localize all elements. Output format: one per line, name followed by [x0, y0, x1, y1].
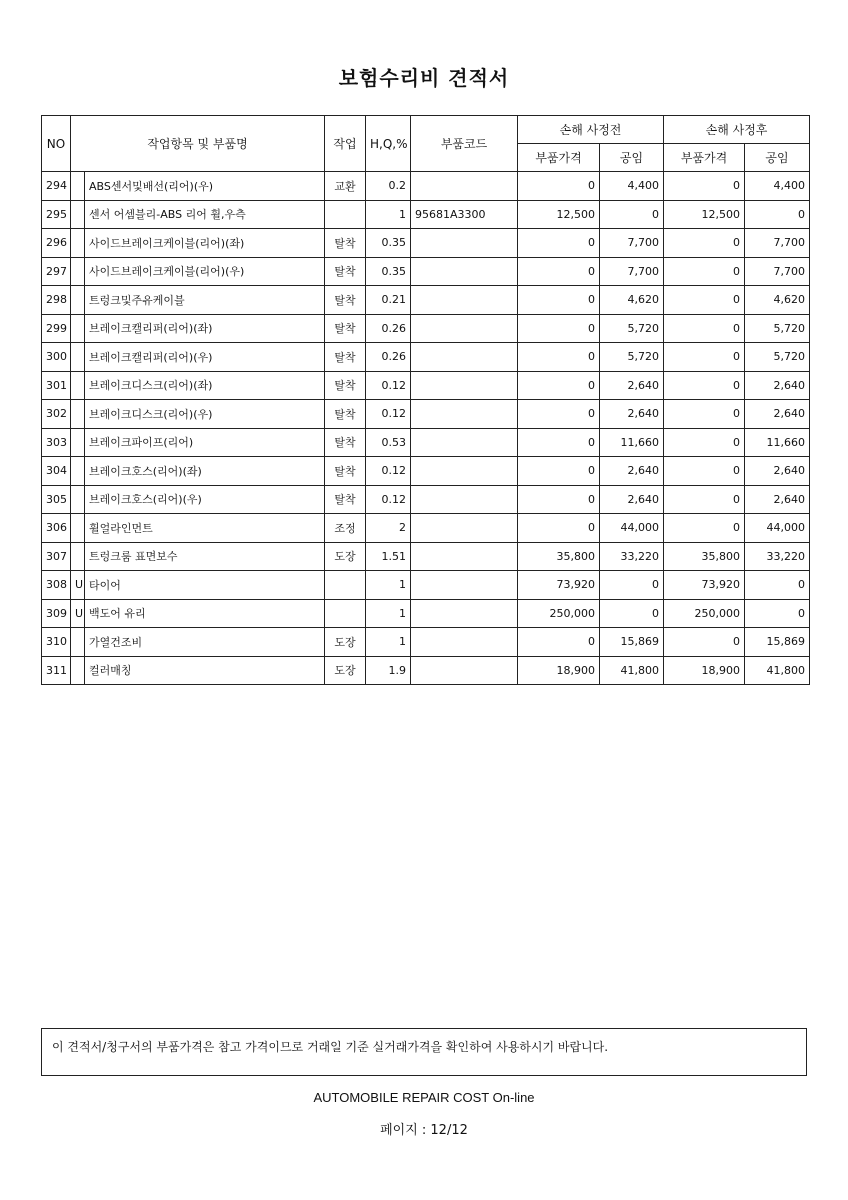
- table-row: [42, 371, 810, 400]
- row-labor-after: 2,640: [745, 400, 810, 429]
- row-item-name: 센서 어셈블리-ABS 리어 휠,우측: [85, 200, 325, 229]
- row-labor-before: 0: [600, 200, 664, 229]
- row-labor-after: 4,620: [745, 286, 810, 315]
- table-row: [42, 485, 810, 514]
- row-no: 310: [42, 628, 71, 657]
- row-work-type: 도장: [325, 628, 366, 657]
- row-labor-after: 7,700: [745, 257, 810, 286]
- row-flag: [71, 200, 85, 229]
- row-labor-after: 7,700: [745, 229, 810, 258]
- table-row: [42, 571, 810, 600]
- row-part-price-before: 250,000: [518, 599, 600, 628]
- row-labor-before: 2,640: [600, 371, 664, 400]
- row-flag: U: [71, 571, 85, 600]
- row-part-price-after: 0: [664, 514, 745, 543]
- row-part-price-before: 73,920: [518, 571, 600, 600]
- row-no: 298: [42, 286, 71, 315]
- table-row: [42, 343, 810, 372]
- row-part-price-after: 0: [664, 257, 745, 286]
- row-hq: 0.12: [366, 400, 411, 429]
- row-no: 302: [42, 400, 71, 429]
- row-no: 306: [42, 514, 71, 543]
- row-part-code: 95681A3300: [411, 200, 518, 229]
- row-part-code: [411, 229, 518, 258]
- row-part-price-after: 0: [664, 371, 745, 400]
- row-part-code: [411, 656, 518, 685]
- row-flag: [71, 542, 85, 571]
- row-part-price-before: 0: [518, 428, 600, 457]
- header-after-assessment: 손해 사정후: [664, 116, 810, 144]
- row-part-price-before: 0: [518, 400, 600, 429]
- row-no: 308: [42, 571, 71, 600]
- row-labor-before: 4,400: [600, 172, 664, 201]
- row-item-name: 컬러매칭: [85, 656, 325, 685]
- row-part-code: [411, 371, 518, 400]
- header-part-price-after: 부품가격: [664, 144, 745, 172]
- row-item-name: 휠얼라인먼트: [85, 514, 325, 543]
- row-work-type: 도장: [325, 656, 366, 685]
- row-work-type: [325, 200, 366, 229]
- row-part-code: [411, 343, 518, 372]
- table-row: [42, 257, 810, 286]
- row-part-price-before: 18,900: [518, 656, 600, 685]
- row-hq: 0.26: [366, 314, 411, 343]
- row-hq: 1: [366, 628, 411, 657]
- row-part-price-after: 250,000: [664, 599, 745, 628]
- row-part-code: [411, 457, 518, 486]
- row-part-price-before: 0: [518, 229, 600, 258]
- row-hq: 0.12: [366, 457, 411, 486]
- table-row: [42, 400, 810, 429]
- row-part-price-before: 35,800: [518, 542, 600, 571]
- table-row: [42, 599, 810, 628]
- row-no: 304: [42, 457, 71, 486]
- row-part-price-before: 0: [518, 485, 600, 514]
- row-work-type: 조정: [325, 514, 366, 543]
- row-work-type: 탈착: [325, 343, 366, 372]
- row-labor-after: 5,720: [745, 314, 810, 343]
- row-flag: [71, 457, 85, 486]
- notice-text: 이 견적서/청구서의 부품가격은 참고 가격이므로 거래일 기준 실거래가격을 확인하여 사용하시기 바랍니다.: [52, 1040, 609, 1054]
- row-no: 294: [42, 172, 71, 201]
- row-work-type: 탈착: [325, 286, 366, 315]
- header-item: 작업항목 및 부품명: [71, 116, 325, 172]
- row-labor-before: 0: [600, 571, 664, 600]
- row-flag: [71, 428, 85, 457]
- row-part-price-after: 0: [664, 457, 745, 486]
- row-work-type: 탈착: [325, 314, 366, 343]
- table-row: [42, 428, 810, 457]
- row-work-type: 탈착: [325, 485, 366, 514]
- row-item-name: 사이드브레이크케이블(리어)(좌): [85, 229, 325, 258]
- header-no: NO: [42, 116, 71, 172]
- row-labor-after: 2,640: [745, 457, 810, 486]
- row-labor-after: 41,800: [745, 656, 810, 685]
- table-row: [42, 457, 810, 486]
- header-labor-after: 공임: [745, 144, 810, 172]
- row-flag: [71, 229, 85, 258]
- row-part-price-before: 0: [518, 371, 600, 400]
- row-part-price-after: 0: [664, 172, 745, 201]
- row-part-price-before: 0: [518, 457, 600, 486]
- header-hq: H,Q,%: [366, 116, 411, 172]
- header-part-price-before: 부품가격: [518, 144, 600, 172]
- footer-page-number: 페이지 : 12/12: [380, 1123, 468, 1138]
- row-part-price-after: 73,920: [664, 571, 745, 600]
- row-item-name: 브레이크파이프(리어): [85, 428, 325, 457]
- row-part-code: [411, 628, 518, 657]
- row-flag: [71, 172, 85, 201]
- row-hq: 2: [366, 514, 411, 543]
- estimate-table: [41, 115, 810, 685]
- row-part-price-after: 0: [664, 400, 745, 429]
- table-row: [42, 286, 810, 315]
- row-hq: 1.51: [366, 542, 411, 571]
- row-labor-before: 7,700: [600, 229, 664, 258]
- row-item-name: 브레이크캘리퍼(리어)(우): [85, 343, 325, 372]
- row-labor-before: 7,700: [600, 257, 664, 286]
- row-flag: U: [71, 599, 85, 628]
- row-hq: 1: [366, 200, 411, 229]
- row-part-price-after: 12,500: [664, 200, 745, 229]
- row-work-type: 탈착: [325, 428, 366, 457]
- row-labor-before: 5,720: [600, 343, 664, 372]
- table-row: [42, 514, 810, 543]
- table-row: [42, 314, 810, 343]
- row-labor-after: 33,220: [745, 542, 810, 571]
- row-work-type: 탈착: [325, 371, 366, 400]
- row-flag: [71, 286, 85, 315]
- row-part-price-after: 18,900: [664, 656, 745, 685]
- row-work-type: 도장: [325, 542, 366, 571]
- table-row: [42, 656, 810, 685]
- row-no: 300: [42, 343, 71, 372]
- row-no: 297: [42, 257, 71, 286]
- row-part-code: [411, 400, 518, 429]
- row-item-name: 백도어 유리: [85, 599, 325, 628]
- row-part-price-before: 0: [518, 172, 600, 201]
- row-item-name: 브레이크호스(리어)(좌): [85, 457, 325, 486]
- row-hq: 0.53: [366, 428, 411, 457]
- row-labor-before: 4,620: [600, 286, 664, 315]
- row-flag: [71, 371, 85, 400]
- row-item-name: 트렁크룸 표면보수: [85, 542, 325, 571]
- row-labor-before: 2,640: [600, 457, 664, 486]
- row-no: 311: [42, 656, 71, 685]
- row-labor-after: 2,640: [745, 371, 810, 400]
- row-item-name: ABS센서및배선(리어)(우): [85, 172, 325, 201]
- row-flag: [71, 400, 85, 429]
- row-labor-before: 41,800: [600, 656, 664, 685]
- row-part-price-before: 0: [518, 514, 600, 543]
- page-title: 보험수리비 견적서: [338, 66, 510, 90]
- row-labor-before: 33,220: [600, 542, 664, 571]
- row-hq: 0.21: [366, 286, 411, 315]
- row-labor-after: 2,640: [745, 485, 810, 514]
- row-flag: [71, 514, 85, 543]
- row-part-code: [411, 257, 518, 286]
- row-labor-before: 2,640: [600, 485, 664, 514]
- row-labor-after: 0: [745, 571, 810, 600]
- row-labor-after: 0: [745, 200, 810, 229]
- row-flag: [71, 257, 85, 286]
- row-hq: 1: [366, 571, 411, 600]
- row-part-code: [411, 599, 518, 628]
- row-no: 299: [42, 314, 71, 343]
- row-no: 295: [42, 200, 71, 229]
- row-no: 305: [42, 485, 71, 514]
- row-no: 301: [42, 371, 71, 400]
- header-code: 부품코드: [411, 116, 518, 172]
- row-no: 303: [42, 428, 71, 457]
- row-work-type: [325, 571, 366, 600]
- row-labor-after: 11,660: [745, 428, 810, 457]
- row-hq: 0.2: [366, 172, 411, 201]
- row-item-name: 사이드브레이크케이블(리어)(우): [85, 257, 325, 286]
- table-row: [42, 172, 810, 201]
- row-work-type: [325, 599, 366, 628]
- header-before-assessment: 손해 사정전: [518, 116, 664, 144]
- row-part-code: [411, 314, 518, 343]
- row-hq: 0.35: [366, 257, 411, 286]
- row-labor-after: 15,869: [745, 628, 810, 657]
- row-item-name: 타이어: [85, 571, 325, 600]
- row-flag: [71, 656, 85, 685]
- table-row: [42, 200, 810, 229]
- row-item-name: 브레이크디스크(리어)(우): [85, 400, 325, 429]
- row-part-price-before: 0: [518, 286, 600, 315]
- row-part-code: [411, 428, 518, 457]
- row-labor-before: 0: [600, 599, 664, 628]
- row-work-type: 교환: [325, 172, 366, 201]
- table-row: [42, 229, 810, 258]
- row-part-code: [411, 172, 518, 201]
- footer-brand: AUTOMOBILE REPAIR COST On-line: [313, 1090, 535, 1105]
- row-flag: [71, 314, 85, 343]
- row-part-price-after: 0: [664, 485, 745, 514]
- row-hq: 1: [366, 599, 411, 628]
- row-flag: [71, 343, 85, 372]
- row-labor-before: 15,869: [600, 628, 664, 657]
- row-part-price-after: 0: [664, 314, 745, 343]
- row-item-name: 트렁크및주유케이블: [85, 286, 325, 315]
- table-row: [42, 628, 810, 657]
- header-work: 작업: [325, 116, 366, 172]
- row-flag: [71, 628, 85, 657]
- row-part-code: [411, 571, 518, 600]
- notice-box: [41, 1028, 807, 1076]
- row-part-price-after: 0: [664, 343, 745, 372]
- table-row: [42, 542, 810, 571]
- row-hq: 0.12: [366, 485, 411, 514]
- row-part-price-before: 0: [518, 628, 600, 657]
- row-hq: 0.12: [366, 371, 411, 400]
- row-item-name: 가열건조비: [85, 628, 325, 657]
- header-labor-before: 공임: [600, 144, 664, 172]
- row-part-code: [411, 542, 518, 571]
- row-hq: 0.35: [366, 229, 411, 258]
- row-part-price-after: 0: [664, 229, 745, 258]
- row-part-code: [411, 286, 518, 315]
- row-item-name: 브레이크호스(리어)(우): [85, 485, 325, 514]
- row-part-price-after: 0: [664, 628, 745, 657]
- row-labor-after: 4,400: [745, 172, 810, 201]
- row-part-price-after: 0: [664, 428, 745, 457]
- row-labor-before: 11,660: [600, 428, 664, 457]
- row-flag: [71, 485, 85, 514]
- row-no: 296: [42, 229, 71, 258]
- row-no: 309: [42, 599, 71, 628]
- row-labor-after: 5,720: [745, 343, 810, 372]
- row-work-type: 탈착: [325, 257, 366, 286]
- table-body: [42, 172, 810, 685]
- row-part-price-after: 0: [664, 286, 745, 315]
- row-item-name: 브레이크캘리퍼(리어)(좌): [85, 314, 325, 343]
- row-labor-after: 44,000: [745, 514, 810, 543]
- row-item-name: 브레이크디스크(리어)(좌): [85, 371, 325, 400]
- row-labor-before: 2,640: [600, 400, 664, 429]
- row-labor-before: 44,000: [600, 514, 664, 543]
- row-part-price-before: 0: [518, 257, 600, 286]
- row-work-type: 탈착: [325, 457, 366, 486]
- row-no: 307: [42, 542, 71, 571]
- row-labor-after: 0: [745, 599, 810, 628]
- row-part-code: [411, 514, 518, 543]
- row-hq: 1.9: [366, 656, 411, 685]
- row-part-code: [411, 485, 518, 514]
- row-part-price-before: 0: [518, 343, 600, 372]
- row-labor-before: 5,720: [600, 314, 664, 343]
- row-part-price-before: 12,500: [518, 200, 600, 229]
- row-work-type: 탈착: [325, 400, 366, 429]
- row-part-price-after: 35,800: [664, 542, 745, 571]
- row-work-type: 탈착: [325, 229, 366, 258]
- row-part-price-before: 0: [518, 314, 600, 343]
- row-hq: 0.26: [366, 343, 411, 372]
